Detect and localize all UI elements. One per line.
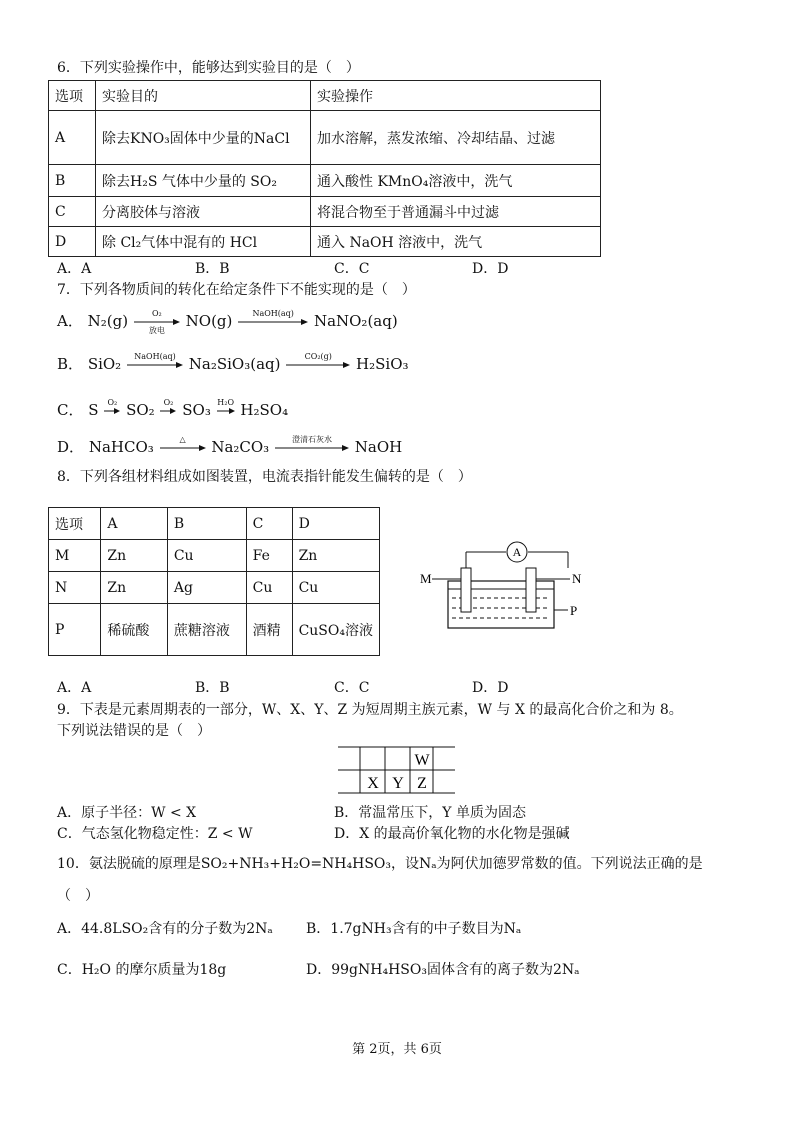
- q7-d-arrow-1-top: △: [179, 435, 186, 444]
- q7-c-species-4: H₂SO₄: [240, 401, 289, 419]
- pt-cell-z: Z: [417, 775, 427, 792]
- q6-row-b-operation: 通入酸性 KMnO₄溶液中，洗气: [311, 165, 601, 197]
- q9-option-a: A．原子半径：W < X: [57, 805, 197, 821]
- q6-row-d-option: D: [49, 227, 96, 257]
- q9-stem-line1: 9．下表是元素周期表的一部分，W、X、Y、Z 为短周期主族元素，W 与 X 的最高化合价之和为 8。: [57, 702, 683, 718]
- q6-row-d-goal: 除 Cl₂气体中混有的 HCl: [96, 227, 311, 257]
- q7-a-arrow-2: [238, 309, 308, 326]
- q8-cell-3-1: 稀硫酸: [101, 604, 167, 656]
- q8-cell-0-1: A: [101, 508, 167, 540]
- q7-a-species-3: NaNO₂(aq): [313, 312, 398, 330]
- q10-option-d: D．99gNH₄HSO₃固体含有的离子数为2Nₐ: [306, 962, 580, 978]
- q10-option-c: C．H₂O 的摩尔质量为18g: [57, 962, 227, 978]
- q6-table: [48, 80, 601, 257]
- q8-choice-c: C．C: [334, 680, 370, 696]
- q8-cell-0-2: B: [167, 508, 246, 540]
- q10-option-a: A．44.8LSO₂含有的分子数为2Nₐ: [57, 921, 273, 937]
- q7-b-species-2: Na₂SiO₃(aq): [188, 355, 281, 373]
- q7-option-c: [57, 400, 288, 420]
- q7-b-label: B．: [57, 355, 84, 373]
- label-n: N: [572, 571, 582, 586]
- q8-cell-2-0: N: [49, 572, 101, 604]
- q7-a-arrow-1-top: O₂: [151, 309, 162, 318]
- q8-table: [48, 507, 380, 656]
- q8-cell-1-4: Zn: [292, 540, 379, 572]
- q8-choice-a: A．A: [57, 680, 92, 696]
- q7-option-b: [57, 354, 409, 374]
- q6-row-c-option: C: [49, 197, 96, 227]
- q8-choice-b: B．B: [195, 680, 230, 696]
- q8-cell-0-4: D: [292, 508, 379, 540]
- q6-row-b-goal: 除去H₂S 气体中少量的 SO₂: [96, 165, 311, 197]
- q7-c-arrow-3-top: H₂O: [217, 398, 235, 407]
- q8-cell-1-1: Zn: [101, 540, 167, 572]
- q7-c-arrow-1-top: O₂: [107, 398, 118, 407]
- q6-row-a-goal: 除去KNO₃固体中少量的NaCl: [96, 111, 311, 165]
- q6-header-operation: 实验操作: [311, 81, 601, 111]
- q7-a-species-1: N₂(g): [87, 312, 129, 330]
- q9-option-d: D．X 的最高价氧化物的水化物是强碱: [334, 826, 570, 842]
- pt-cell-x: X: [367, 775, 379, 792]
- q8-cell-3-2: 蔗糖溶液: [167, 604, 246, 656]
- q6-header-option: 选项: [49, 81, 96, 111]
- q6-choice-b: B．B: [195, 261, 230, 277]
- q7-c-species-2: SO₂: [126, 401, 155, 419]
- q7-d-arrow-2: [275, 435, 349, 452]
- q6-header-goal: 实验目的: [96, 81, 311, 111]
- q8-cell-3-3: 酒精: [246, 604, 292, 656]
- q7-b-species-1: SiO₂: [87, 355, 122, 373]
- q7-a-arrow-1-bottom: 放电: [148, 326, 165, 335]
- q7-c-arrow-2-top: O₂: [163, 398, 174, 407]
- ammeter-label: A: [512, 545, 522, 559]
- label-p: P: [570, 603, 578, 618]
- q7-a-arrow-2-top: NaOH(aq): [252, 309, 294, 318]
- q6-row-a-option: A: [49, 111, 96, 165]
- q6-choice-d: D．D: [472, 261, 509, 277]
- q10-stem-line2: （ ）: [57, 888, 99, 904]
- periodic-table-fragment: [338, 746, 458, 796]
- q7-option-d: [57, 437, 402, 457]
- page-footer: 第 2页，共 6页: [352, 1042, 442, 1057]
- q7-d-species-1: NaHCO₃: [88, 438, 154, 456]
- q7-d-label: D．: [57, 438, 85, 456]
- q8-cell-3-4: CuSO₄溶液: [292, 604, 379, 656]
- q8-cell-1-2: Cu: [167, 540, 246, 572]
- q8-cell-0-3: C: [246, 508, 292, 540]
- q8-cell-2-1: Zn: [101, 572, 167, 604]
- label-m: M: [420, 571, 432, 586]
- q7-c-species-1: S: [88, 401, 99, 419]
- q8-choice-d: D．D: [472, 680, 509, 696]
- q6-stem: 6．下列实验操作中，能够达到实验目的是（ ）: [57, 60, 360, 76]
- q7-c-arrow-2: [160, 398, 176, 415]
- electrode-m: [461, 568, 471, 612]
- q6-choice-c: C．C: [334, 261, 370, 277]
- q6-row-b-option: B: [49, 165, 96, 197]
- q6-row-a-operation: 加水溶解，蒸发浓缩、冷却结晶、过滤: [311, 111, 601, 165]
- q6-choice-a: A．A: [57, 261, 92, 277]
- q8-cell-2-3: Cu: [246, 572, 292, 604]
- q7-a-arrow-1: [134, 309, 180, 335]
- q6-row-c-goal: 分离胶体与溶液: [96, 197, 311, 227]
- q7-a-label: A．: [57, 312, 83, 330]
- q7-b-arrow-1: [127, 352, 183, 369]
- q6-row-c-operation: 将混合物至于普通漏斗中过滤: [311, 197, 601, 227]
- q8-cell-3-0: P: [49, 604, 101, 656]
- q8-cell-1-0: M: [49, 540, 101, 572]
- q7-d-arrow-1: [160, 435, 206, 452]
- q10-option-b: B．1.7gNH₃含有的中子数目为Nₐ: [306, 921, 522, 937]
- pt-cell-w: W: [414, 752, 430, 769]
- q8-cell-2-2: Ag: [167, 572, 246, 604]
- q7-d-arrow-2-top: 澄清石灰水: [291, 435, 332, 444]
- electrode-n: [526, 568, 536, 612]
- q7-c-label: C．: [57, 401, 84, 419]
- q8-cell-1-3: Fe: [246, 540, 292, 572]
- galvanic-cell-diagram: [418, 538, 588, 638]
- q7-a-species-2: NO(g): [185, 312, 233, 330]
- q7-b-arrow-2-top: CO₂(g): [304, 352, 332, 361]
- q9-option-c: C．气态氢化物稳定性：Z < W: [57, 826, 253, 842]
- q9-option-b: B．常温常压下，Y 单质为固态: [334, 805, 526, 821]
- q7-b-arrow-1-top: NaOH(aq): [134, 352, 176, 361]
- q7-c-arrow-1: [104, 398, 120, 415]
- q7-b-species-3: H₂SiO₃: [356, 355, 409, 373]
- q7-stem: 7．下列各物质间的转化在给定条件下不能实现的是（ ）: [57, 282, 416, 298]
- q8-stem: 8．下列各组材料组成如图装置，电流表指针能发生偏转的是（ ）: [57, 469, 472, 485]
- q6-row-d-operation: 通入 NaOH 溶液中，洗气: [311, 227, 601, 257]
- q7-c-species-3: SO₃: [182, 401, 211, 419]
- q10-stem-line1: 10．氨法脱硫的原理是SO₂+NH₃+H₂O=NH₄HSO₃，设Nₐ为阿伏加德罗常数的值。下列说法正确的是: [57, 856, 703, 872]
- q7-c-arrow-3: [217, 398, 235, 415]
- q7-option-a: [57, 309, 398, 335]
- q7-d-species-3: NaOH: [354, 438, 403, 456]
- q9-stem-line2: 下列说法错误的是（ ）: [57, 723, 211, 739]
- pt-cell-y: Y: [392, 775, 404, 792]
- q7-b-arrow-2: [286, 352, 350, 369]
- q8-cell-0-0: 选项: [49, 508, 101, 540]
- q7-d-species-2: Na₂CO₃: [211, 438, 270, 456]
- q8-cell-2-4: Cu: [292, 572, 379, 604]
